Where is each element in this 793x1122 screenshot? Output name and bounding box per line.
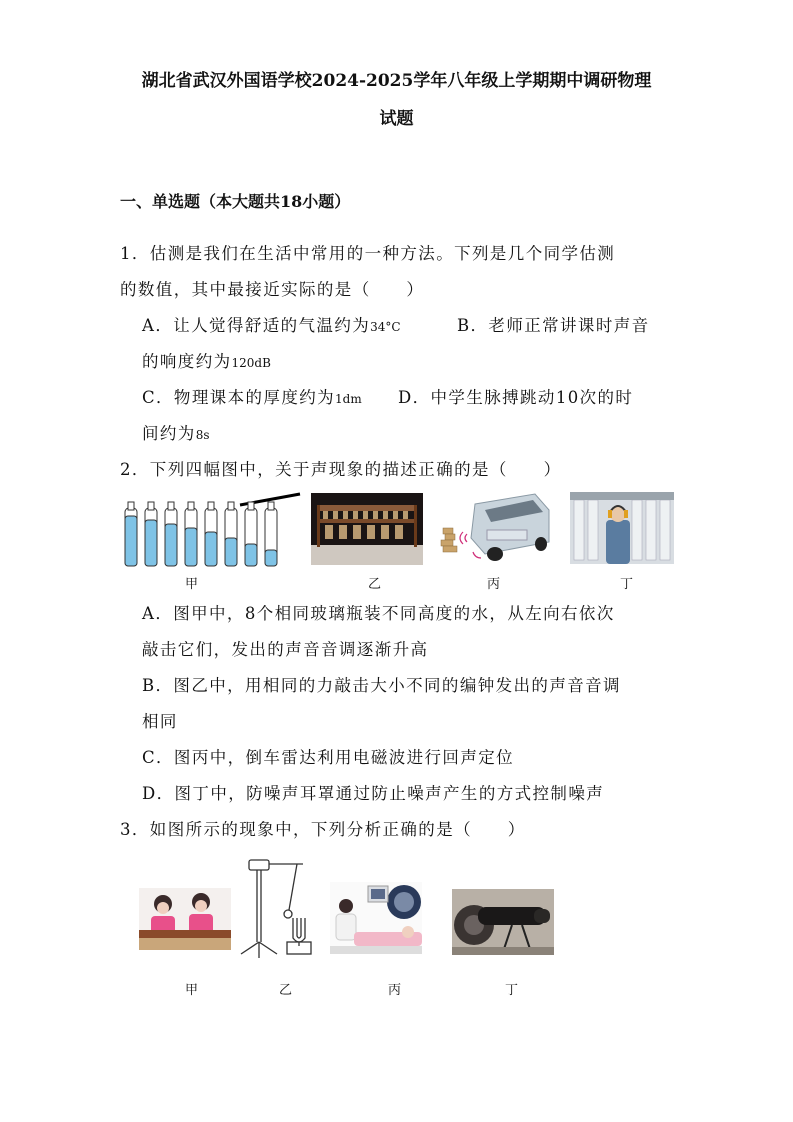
q2-figure-car-radar xyxy=(437,490,551,566)
q1-stem-line2: 的数值，其中最接近实际的是（ ） xyxy=(120,280,425,299)
q2-caption-ding: 丁 xyxy=(620,577,634,592)
q2-option-b-line1: B．图乙中，用相同的力敲击大小不同的编钟发出的声音音调 xyxy=(142,676,621,695)
q3-figure-tuning-fork xyxy=(237,854,321,962)
q2-figure-earmuffs xyxy=(570,492,674,564)
q3-caption-bing: 丙 xyxy=(388,983,402,998)
q1-option-d-value: 8s xyxy=(195,428,210,442)
q2-option-d: D．图丁中，防噪声耳罩通过防止噪声产生的方式控制噪声 xyxy=(142,784,605,803)
q2-figure-bottles xyxy=(118,490,303,570)
q1-option-a-value: 34°C xyxy=(370,320,401,334)
q1-option-b-value: 120dB xyxy=(231,356,271,370)
q1-option-b-cont xyxy=(142,348,271,372)
q1-option-d: D．中学生脉搏跳动10次的时 xyxy=(398,388,634,407)
q2-option-c: C．图丙中，倒车雷达利用电磁波进行回声定位 xyxy=(142,748,515,767)
q3-caption-yi: 乙 xyxy=(279,983,293,998)
q3-caption-jia: 甲 xyxy=(185,983,199,998)
q1-option-d-text2: 间约为 xyxy=(142,424,196,443)
q1-stem-line1: 1．估测是我们在生活中常用的一种方法。下列是几个同学估测 xyxy=(120,244,616,263)
q2-stem: 2．下列四幅图中，关于声现象的描述正确的是（ ） xyxy=(120,460,562,479)
q1-option-c-text: C．物理课本的厚度约为 xyxy=(142,388,336,407)
q1-option-a-text: A．让人觉得舒适的气温约为 xyxy=(142,316,371,335)
q3-figure-ultrasound xyxy=(330,882,422,954)
doc-title-line2: 试题 xyxy=(379,109,414,129)
q3-caption-ding: 丁 xyxy=(505,983,519,998)
q1-option-c-value: 1dm xyxy=(335,392,362,406)
q3-figure-muffler xyxy=(452,889,554,955)
q1-option-a xyxy=(142,312,401,336)
q1-option-b: B．老师正常讲课时声音 xyxy=(457,316,650,335)
q1-option-b-text2: 的响度约为 xyxy=(142,352,232,371)
q1-option-d-cont xyxy=(142,420,210,444)
q2-caption-jia: 甲 xyxy=(185,577,199,592)
q2-caption-yi: 乙 xyxy=(368,577,382,592)
q2-figure-bells xyxy=(311,493,423,565)
q2-caption-bing: 丙 xyxy=(487,577,501,592)
q2-option-a-line2: 敲击它们，发出的声音音调逐渐升高 xyxy=(142,640,429,659)
section-heading: 一、单选题（本大题共18小题） xyxy=(120,192,351,211)
q3-figure-guzheng xyxy=(139,888,231,950)
q1-option-c xyxy=(142,384,362,408)
q2-option-a-line1: A．图甲中，8个相同玻璃瓶装不同高度的水，从左向右依次 xyxy=(142,604,615,623)
q3-stem: 3．如图所示的现象中，下列分析正确的是（ ） xyxy=(120,820,526,839)
doc-title-line1: 湖北省武汉外国语学校2024-2025学年八年级上学期期中调研物理 xyxy=(141,71,652,91)
q2-option-b-line2: 相同 xyxy=(142,712,178,731)
